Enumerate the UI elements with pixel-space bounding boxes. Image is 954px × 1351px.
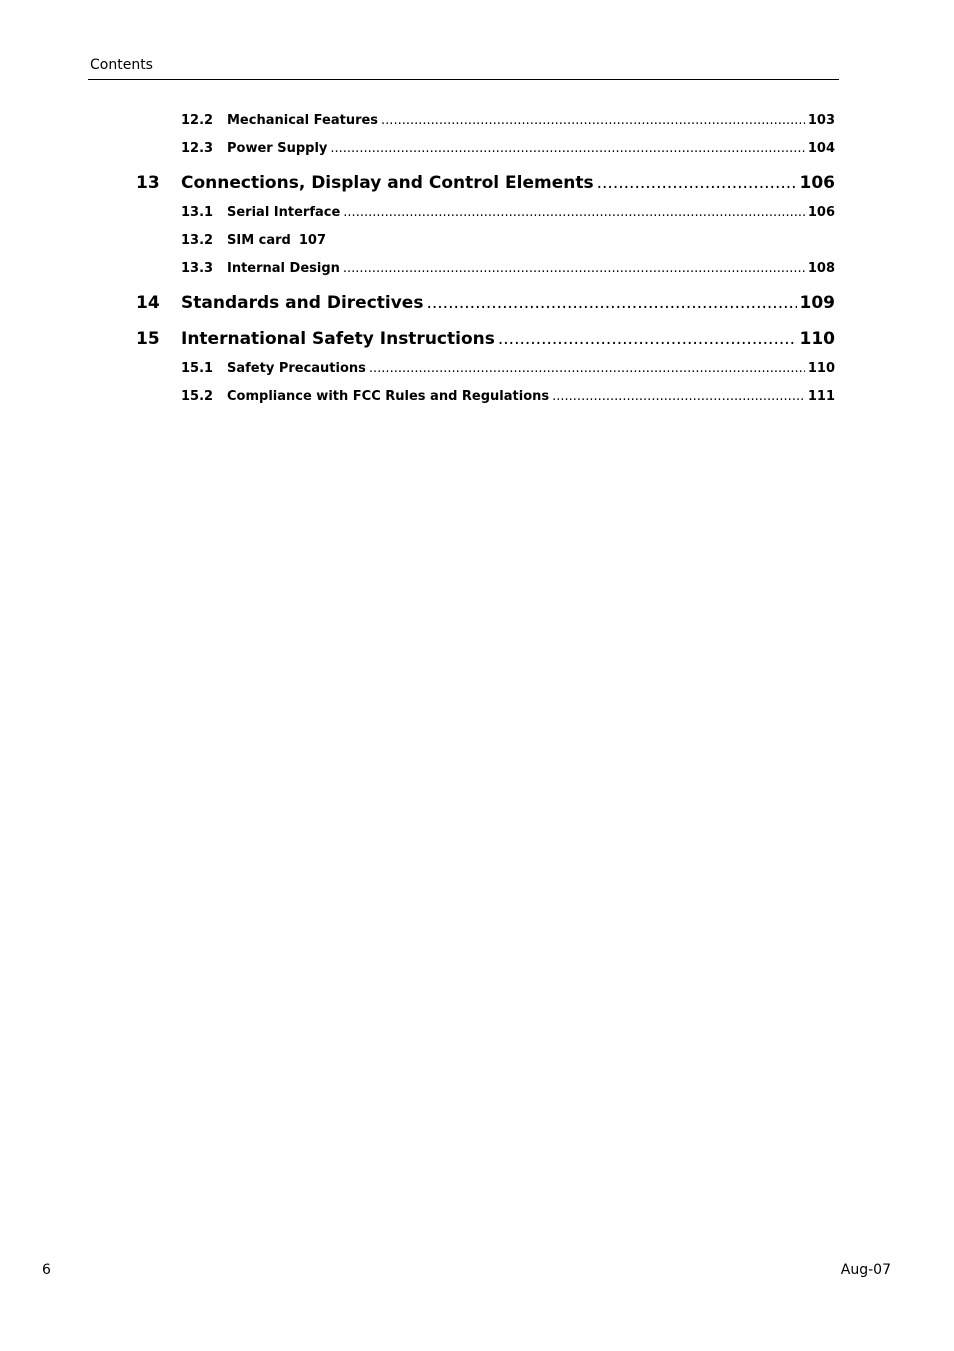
toc-entry-title: Serial Interface [227, 205, 341, 220]
toc-dot-leader [552, 389, 805, 404]
toc-dot-leader [343, 261, 805, 276]
toc-entry-number: 12.3 [181, 141, 214, 156]
toc-entry-number: 15 [136, 329, 160, 349]
toc-entry-page: 106 [799, 173, 835, 193]
toc-entry-15-2[interactable] [181, 389, 835, 404]
toc-entry-12-3[interactable] [181, 141, 835, 156]
footer-date: Aug-07 [840, 1262, 891, 1278]
toc-entry-title: Connections, Display and Control Elements [181, 173, 594, 193]
toc-entry-number: 15.1 [181, 361, 214, 376]
toc-entry-13[interactable] [136, 173, 835, 193]
toc-entry-page: 110 [799, 329, 835, 349]
toc-entry-number: 12.2 [181, 113, 214, 128]
toc-entry-title: Power Supply [227, 141, 328, 156]
toc-entry-title: Internal Design [227, 261, 340, 276]
toc-entry-number: 13.1 [181, 205, 214, 220]
toc-entry-13-2[interactable] [181, 233, 835, 248]
toc-entry-page: 104 [807, 141, 835, 156]
toc-entry-page: 111 [807, 389, 835, 404]
toc-dot-leader [330, 141, 804, 156]
toc-entry-13-1[interactable] [181, 205, 835, 220]
toc-entry-number: 15.2 [181, 389, 214, 404]
toc-entry-number: 14 [136, 293, 160, 313]
toc-entry-number: 13.2 [181, 233, 214, 248]
toc-entry-title: International Safety Instructions [181, 329, 495, 349]
toc-entry-title: SIM card [227, 233, 291, 248]
toc-entry-12-2[interactable] [181, 113, 835, 128]
toc-entry-title: Standards and Directives [181, 293, 424, 313]
toc-entry-page: 110 [807, 361, 835, 376]
toc-dot-leader [597, 173, 797, 193]
toc-entry-number: 13 [136, 173, 160, 193]
header-title: Contents [90, 57, 153, 73]
toc-dot-leader [426, 293, 796, 313]
toc-entry-page: 109 [799, 293, 835, 313]
toc-entry-page: 106 [807, 205, 835, 220]
toc-entry-title: Compliance with FCC Rules and Regulations [227, 389, 550, 404]
toc-entry-13-3[interactable] [181, 261, 835, 276]
toc-entry-page: 107 [298, 233, 326, 248]
toc-entry-page: 108 [807, 261, 835, 276]
toc-entry-number: 13.3 [181, 261, 214, 276]
toc-entry-15[interactable] [136, 329, 835, 349]
toc-entry-page: 103 [807, 113, 835, 128]
toc-entry-title: Safety Precautions [227, 361, 366, 376]
toc-entry-title: Mechanical Features [227, 113, 379, 128]
toc-dot-leader [369, 361, 805, 376]
toc-dot-leader [343, 205, 805, 220]
toc-entry-14[interactable] [136, 293, 835, 313]
toc-dot-leader [498, 329, 797, 349]
toc-dot-leader [381, 113, 805, 128]
footer-page-number: 6 [42, 1262, 51, 1278]
toc-entry-15-1[interactable] [181, 361, 835, 376]
running-header [88, 57, 839, 80]
